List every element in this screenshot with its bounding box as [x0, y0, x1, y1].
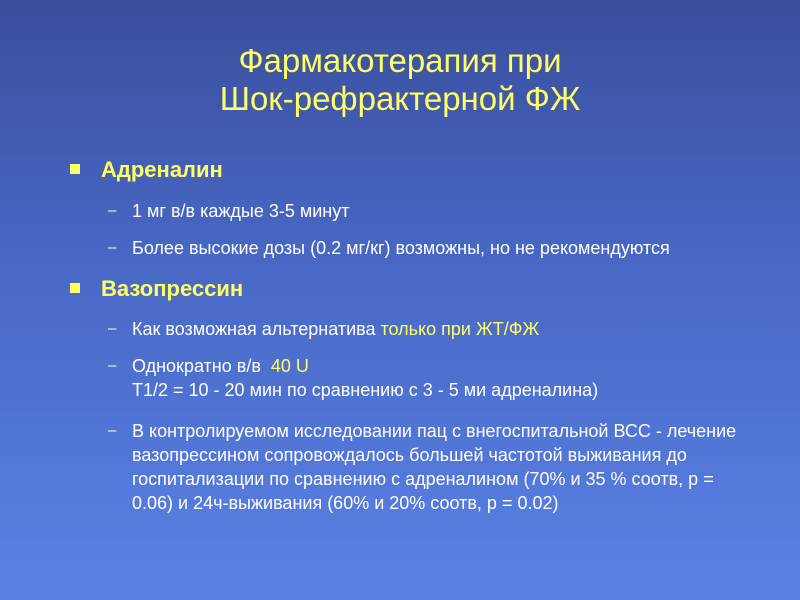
dash-icon: – [108, 320, 117, 337]
sub-bullet-text: В контролируемом исследовании пац с внегоспитальной ВСС - лечение вазопрессином сопровождалось большей частотой выживания до госпитализации по сравнению с адреналином (70% и 35 % соотв, p = 0.06) и 24ч-выживания (60% и 20% соотв, p = 0.02) [132, 421, 737, 513]
square-bullet-icon [70, 283, 80, 293]
dash-icon: – [108, 202, 117, 219]
dash-icon: – [108, 357, 117, 374]
sub-bullet [108, 419, 748, 515]
sub-bullet [108, 317, 768, 341]
title-line-1: Фармакотерапия при [238, 42, 562, 79]
bullet-heading: Адреналин [101, 157, 223, 182]
dash-icon: – [108, 422, 117, 439]
dash-icon: – [108, 239, 117, 256]
text-line-2: T1/2 = 10 - 20 мин по сравнению с 3 - 5 ми адреналина) [132, 380, 599, 400]
bullet-vasopressin [70, 276, 243, 302]
sub-bullet-text [132, 354, 768, 402]
sub-bullet-text: Более высокие дозы (0.2 мг/кг) возможны, но не рекомендуются [132, 238, 670, 258]
text-plain: Как возможная альтернатива [132, 319, 381, 339]
sub-bullet [108, 354, 768, 402]
sub-bullet-text [132, 317, 768, 341]
bullet-adrenaline [70, 157, 223, 183]
text-highlight: только при ЖТ/ФЖ [380, 319, 540, 339]
sub-bullet [108, 199, 768, 223]
text-highlight: 40 U [270, 356, 309, 376]
sub-bullet [108, 236, 768, 260]
square-bullet-icon [70, 164, 80, 174]
sub-bullet-text: 1 мг в/в каждые 3-5 минут [132, 201, 350, 221]
bullet-heading: Вазопрессин [101, 276, 244, 301]
title-line-2: Шок-рефрактерной ФЖ [219, 80, 581, 117]
slide-title [0, 42, 800, 118]
text-plain: Однократно в/в [132, 356, 271, 376]
